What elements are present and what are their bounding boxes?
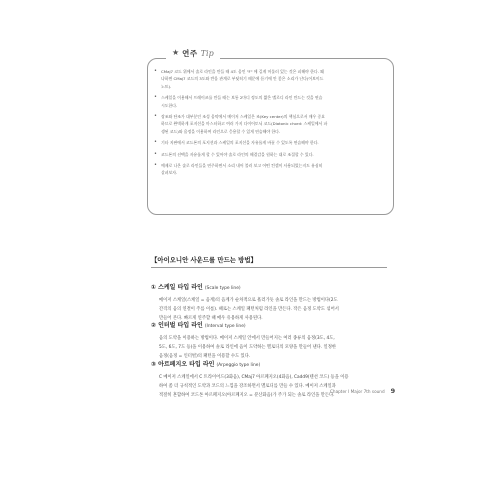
subsection-english-title: (Arpeggio type line) [216,363,261,368]
tip-line: 냐하면 CMaj7 코드의 3도와 반음 관계로 부딪히기 때문에 듣기에 안 좋은 소리가 난다(어보이드 [161,76,324,82]
tip-list [154,68,387,181]
body-line: 음정(음정 = 인터벌)의 패턴을 이용할 수도 있다. [159,354,251,359]
bullet-icon: • [154,139,157,146]
subsection-interval-type [151,320,387,361]
tip-text [161,94,322,109]
tip-item [154,113,387,135]
subsection-title: 스케일 타입 라인 [158,284,203,291]
tip-line: 코드톤의 선택을 자유롭게 할 수 있어야 솔로 라인의 해결감을 원하는 대로 조절할 수 있다. [161,151,314,157]
tip-line: 기타 지판에서 코드톤의 포지션과 스케일의 포지션을 자유롭게 바꿀 수 있도록 연습해야 한다. [161,140,319,146]
body-line: 5도, 6도, 7도 등)을 이용하여 솔로 라인에 음이 도약하는 멜로디의 모양을 만들어 낸다. 일정한 [159,345,337,350]
bullet-icon: • [154,68,157,74]
tip-line: CMaj7 코드 위에서 솔로 라인을 만들 때 4도 음인 "F" 에 길게 머물러 있는 것은 피해야 한다. 왜 [161,69,324,74]
tip-item [154,68,387,90]
star-icon: ★ [172,48,180,57]
tip-item [154,94,387,109]
bullet-icon: • [154,113,157,120]
subsection-title: 인터벌 타입 라인 [158,322,203,329]
body-line: C 메이저 스케일에서 C 트라이어드(3화음), CMaj7 아르페지오(4화음), Cadd9(텐션 코드) 등을 이용 [159,375,349,380]
body-line: 음의 도약을 이용하는 방법이다. 메이저 스케일 안에서 만들어지는 여러 종류의 음정(3도, 4도, [159,336,335,341]
tip-item [154,162,387,177]
body-line: 적절히 혼합하여 코드톤 아르페지오(아르페지오 = 분산화음)가 주가 되는 솔로 라인을 만든다. [159,393,335,398]
body-line: 간격의 음의 연결이 주를 이룸). 때로는 스케일 패턴처럼 라인을 만든다. 작은 음정 도약도 섞어서 [159,307,339,312]
subsection-title: 아르페지오 타입 라인 [158,361,215,368]
page-footer [330,387,395,395]
section-heading: 【아이오니안 사운드를 만드는 방법】 [151,256,257,264]
page-number: 9 [390,387,396,395]
section-divider [151,267,387,268]
tip-text [161,68,324,90]
bullet-icon: • [154,162,157,169]
bullet-icon: • [154,94,157,101]
tip-line: 시도한다. [161,102,178,108]
subsection-number: ② [151,322,157,329]
bullet-icon: • [154,150,157,157]
tip-line: 스케일을 이용해서 프레이즈를 만들 때는 보통 2마디 정도의 짧은 멜로디 라인 만드는 것을 연습 [161,95,323,101]
subsection-english-title: (Interval type line) [204,324,246,329]
subsection-number: ① [151,284,157,291]
tip-text [161,151,314,158]
tip-line: 노트). [161,83,172,89]
chapter-label: Chapter I Major 7th sound [330,389,385,394]
tip-item [154,139,387,146]
tip-text [161,113,327,135]
body-line: 만들어 본다. 빠르게 연주할 때 매우 유용하게 사용된다. [159,316,263,321]
subsection-number: ③ [151,361,157,368]
body-line: 하여 좀 더 규칙적인 도약과 코드의 느낌을 강조하면서 멜로디를 만들 수 있다. 메이저 스케일과 [159,384,336,389]
tip-item [154,151,387,158]
tip-line: 장조와 단조가 대부분인 조성 음악에서 메이저 스케일은 조(Key center)의 핵심으로서 매우 중요 [161,114,325,120]
tip-line: 하므로 완벽하게 포지션을 마스터하고 여러 가지 다이어토닉 코드(Diatonic chord: 스케일에서 파 [161,121,328,127]
tip-header [166,45,220,61]
tip-subtitle: Tip [200,48,214,58]
tip-line: 생된 코드)와 음정을 이용하여 라인으로 응용할 수 있게 연습해야 한다. [161,128,281,134]
subsection-english-title: (Scale type line) [204,286,241,291]
tip-line: 살펴보자. [161,170,178,176]
subsection-scale-type [151,282,387,323]
tip-text [161,139,319,146]
tip-text [161,162,322,177]
body-line: 메이저 스케일(스케일 = 음계)의 음계가 순차적으로 흘러가듯 솔로 라인을 만드는 방법이다(2도 [159,298,338,303]
tip-title: 연주 [182,48,198,58]
tip-line: 예제로 나온 솔로 라인들을 연주하면서 소리 내어 불러 보고 어떤 컨셉이 사용되었는지도 유심히 [161,163,323,169]
